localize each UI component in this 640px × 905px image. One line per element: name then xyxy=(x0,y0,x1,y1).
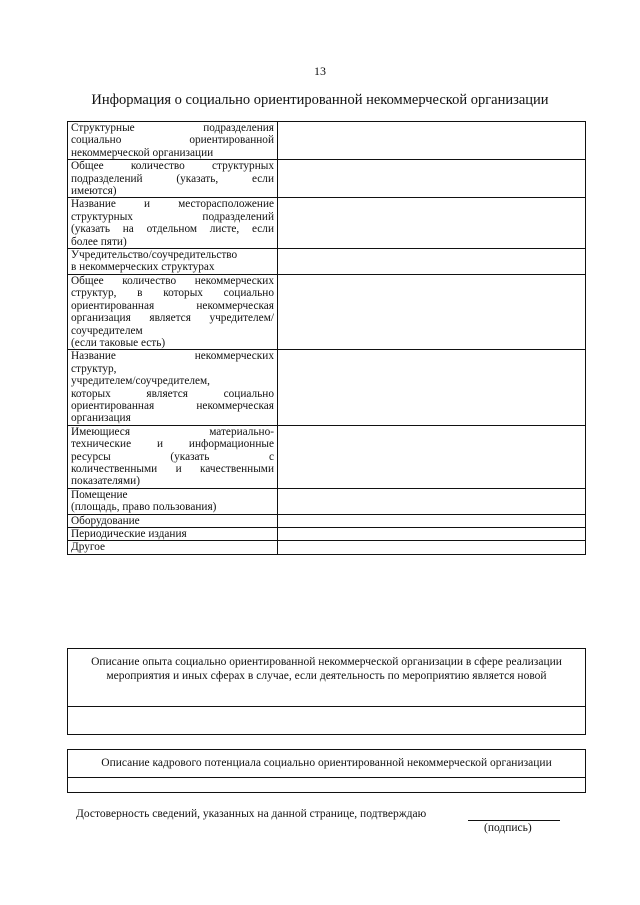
value-cell[interactable] xyxy=(278,198,586,249)
label-line: организация xyxy=(71,412,131,425)
label-line: технические и информационные xyxy=(71,438,274,451)
confirmation-text: Достоверность сведений, указанных на данной странице, подтверждаю xyxy=(76,808,427,820)
table-row xyxy=(68,488,586,514)
row-label-structural-units xyxy=(68,122,278,160)
label-line: ресурсы (указать с xyxy=(71,450,274,463)
row-label-equipment xyxy=(68,514,278,527)
label-line: имеются) xyxy=(71,185,117,198)
label-line: которых является социально xyxy=(71,387,274,400)
staff-heading: Описание кадрового потенциала социально ориентированной некоммерческой организации xyxy=(68,750,585,778)
label-line: структурных подразделений xyxy=(71,210,274,223)
label-line: подразделений (указать, если xyxy=(71,172,274,185)
label-line: некоммерческой организации xyxy=(71,146,214,159)
label-line: Имеющиеся материально- xyxy=(71,425,274,438)
staff-description-box xyxy=(67,749,586,793)
label-line: организация является учредителем/ xyxy=(71,312,274,325)
table-row xyxy=(68,160,586,198)
value-cell[interactable] xyxy=(278,514,586,527)
label-line: Оборудование xyxy=(71,514,140,527)
label-line: Общее количество некоммерческих xyxy=(71,274,274,287)
table-row xyxy=(68,274,586,349)
table-row xyxy=(68,122,586,160)
label-line: структур, в которых социально xyxy=(71,287,274,300)
value-cell[interactable] xyxy=(278,350,586,425)
row-label-units-location xyxy=(68,198,278,249)
row-label-founded-names xyxy=(68,350,278,425)
label-line: социально ориентированной xyxy=(71,134,274,147)
label-line: (площадь, право пользования) xyxy=(71,501,217,514)
table-row xyxy=(68,198,586,249)
staff-answer-field[interactable] xyxy=(68,778,585,792)
value-cell[interactable] xyxy=(278,249,586,275)
label-line: Название и месторасположение xyxy=(71,198,274,211)
row-label-units-count xyxy=(68,160,278,198)
experience-heading: Описание опыта социально ориентированной некоммерческой организации в сфере реализации мероприятия и иных сферах в случае, если деятельность по мероприятию является новой xyxy=(68,649,585,707)
value-cell[interactable] xyxy=(278,488,586,514)
value-cell[interactable] xyxy=(278,274,586,349)
label-line: структур, xyxy=(71,362,117,375)
page-title: Информация о социально ориентированной некоммерческой организации xyxy=(91,92,549,108)
row-label-resources xyxy=(68,425,278,488)
value-cell[interactable] xyxy=(278,425,586,488)
table-row xyxy=(68,514,586,527)
row-label-premises xyxy=(68,488,278,514)
signature-caption: (подпись) xyxy=(484,822,532,834)
label-line: Название некоммерческих xyxy=(71,350,274,363)
label-line: Периодические издания xyxy=(71,528,187,540)
experience-answer-field[interactable] xyxy=(68,707,585,734)
label-line: Другое xyxy=(71,541,106,554)
label-line: ориентированная некоммерческая xyxy=(71,299,274,312)
label-line: в некоммерческих структурах xyxy=(71,261,215,274)
signature-line[interactable] xyxy=(468,820,560,821)
label-line: показателями) xyxy=(71,475,140,488)
label-line: количественными и качественными xyxy=(71,462,274,475)
row-label-founded-count xyxy=(68,274,278,349)
value-cell[interactable] xyxy=(278,541,586,554)
page-number: 13 xyxy=(314,64,326,78)
row-label-founding xyxy=(68,249,278,275)
label-line: ориентированная некоммерческая xyxy=(71,399,274,412)
label-line: (если таковые есть) xyxy=(71,336,166,349)
table-row xyxy=(68,528,586,541)
value-cell[interactable] xyxy=(278,160,586,198)
value-cell[interactable] xyxy=(278,528,586,541)
table-row xyxy=(68,350,586,425)
label-line: Общее количество структурных xyxy=(71,160,274,173)
row-label-other xyxy=(68,541,278,554)
value-cell[interactable] xyxy=(278,122,586,160)
row-label-periodicals xyxy=(68,528,278,541)
label-line: Учредительство/соучредительство xyxy=(71,249,238,262)
experience-description-box xyxy=(67,648,586,735)
table-row xyxy=(68,541,586,554)
table-row xyxy=(68,425,586,488)
label-line: Структурные подразделения xyxy=(71,122,274,134)
label-line: более пяти) xyxy=(71,235,127,248)
organization-info-table xyxy=(67,121,586,555)
table-row xyxy=(68,249,586,275)
label-line: учредителем/соучредителем, xyxy=(71,375,210,388)
label-line: Помещение xyxy=(71,488,128,501)
label-line: (указать на отдельном листе, если xyxy=(71,223,274,236)
label-line: соучредителем xyxy=(71,324,143,337)
